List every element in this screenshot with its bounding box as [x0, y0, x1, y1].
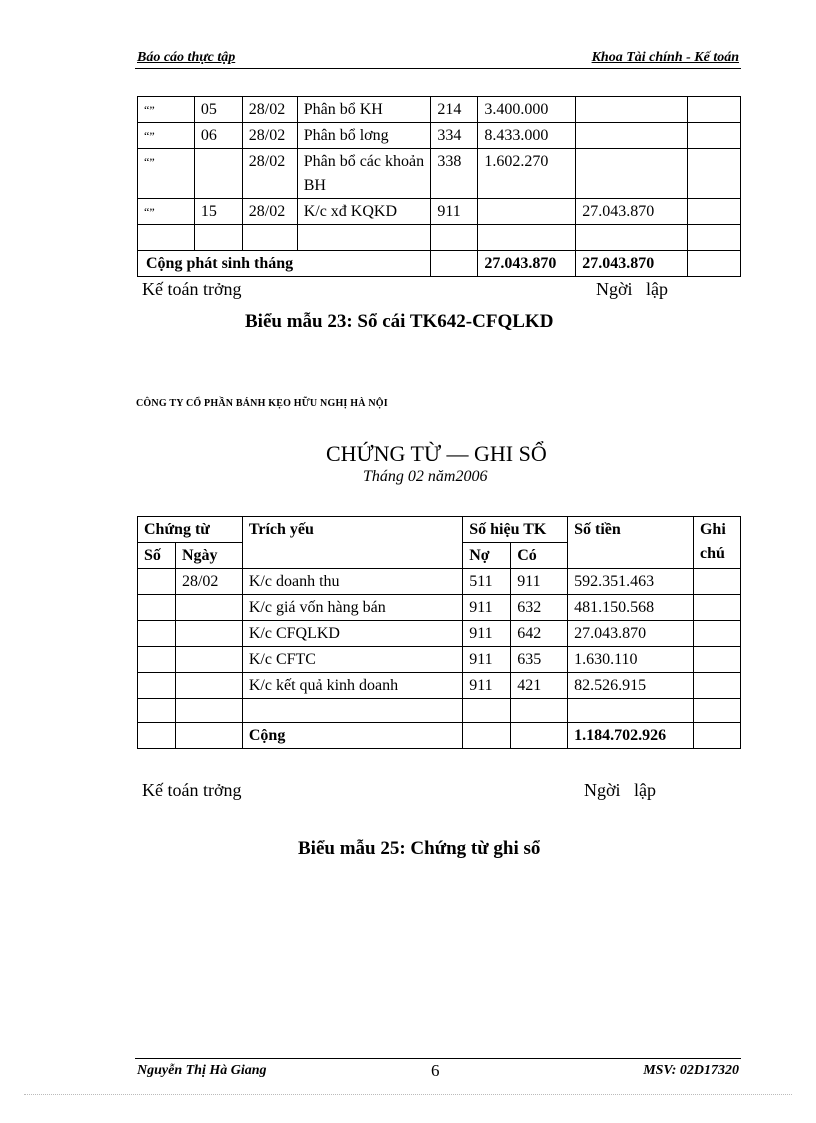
cell — [688, 225, 741, 251]
table-row — [138, 595, 741, 621]
cell — [693, 699, 740, 723]
cell: 911 — [431, 199, 478, 225]
cell: 421 — [511, 673, 568, 699]
table-row — [138, 123, 741, 149]
document-subtitle: Tháng 02 năm2006 — [363, 468, 488, 485]
total-row — [138, 723, 741, 749]
cell: 911 — [463, 595, 511, 621]
cell — [175, 595, 242, 621]
cell: 511 — [463, 569, 511, 595]
cell: 05 — [194, 97, 242, 123]
cell: “” — [138, 149, 195, 199]
header-no: Số — [138, 543, 176, 569]
cell — [478, 225, 576, 251]
cell — [297, 225, 431, 251]
page-header — [135, 48, 741, 69]
cell — [576, 149, 688, 199]
company-name: CÔNG TY CỔ PHẦN BÁNH KẸO HỮU NGHỊ HÀ NỘI — [136, 398, 388, 409]
cell — [693, 647, 740, 673]
table-row — [138, 673, 741, 699]
cell — [431, 251, 478, 277]
cell — [693, 621, 740, 647]
total-label: Cộng — [242, 723, 462, 749]
cell — [138, 225, 195, 251]
caption-form-25: Biểu mẫu 25: Chứng từ ghi sổ — [298, 838, 541, 859]
total-debit: 27.043.870 — [478, 251, 576, 277]
cell — [511, 723, 568, 749]
table-row — [138, 199, 741, 225]
cell: Phân bổ lơng — [297, 123, 431, 149]
cell — [688, 251, 741, 277]
cell: K/c kết quả kinh doanh — [242, 673, 462, 699]
cell — [688, 123, 741, 149]
cell — [138, 621, 176, 647]
cell — [688, 97, 741, 123]
cell: 635 — [511, 647, 568, 673]
cell — [194, 225, 242, 251]
table-row — [138, 647, 741, 673]
header-report-title: Báo cáo thực tập — [137, 50, 236, 65]
total-label: Cộng phát sinh tháng — [138, 251, 431, 277]
total-credit: 27.043.870 — [576, 251, 688, 277]
header-note: Ghi chú — [693, 517, 740, 569]
ledger-table-tk642 — [137, 96, 741, 277]
cell — [138, 647, 176, 673]
header-description: Trích yếu — [242, 517, 462, 569]
cell: Phân bổ KH — [297, 97, 431, 123]
table-row — [138, 621, 741, 647]
document-title: CHỨNG TỪ — GHI SỔ — [326, 441, 547, 466]
cell: 1.602.270 — [478, 149, 576, 199]
cell — [693, 569, 740, 595]
cell — [175, 621, 242, 647]
cell: 911 — [463, 621, 511, 647]
cell: 06 — [194, 123, 242, 149]
cell — [693, 673, 740, 699]
cell — [138, 595, 176, 621]
cell — [576, 123, 688, 149]
cell: “” — [138, 199, 195, 225]
cell: 28/02 — [175, 569, 242, 595]
header-voucher: Chứng từ — [138, 517, 243, 543]
cell — [242, 225, 297, 251]
cell: 28/02 — [242, 199, 297, 225]
cell — [568, 699, 694, 723]
table-row — [138, 149, 741, 199]
table-row — [138, 225, 741, 251]
cell: 911 — [463, 647, 511, 673]
cell — [463, 723, 511, 749]
page-number: 6 — [431, 1061, 440, 1080]
cell: 8.433.000 — [478, 123, 576, 149]
cell: 632 — [511, 595, 568, 621]
cell — [688, 149, 741, 199]
cell — [242, 699, 462, 723]
cell: 481.150.568 — [568, 595, 694, 621]
cell: 28/02 — [242, 97, 297, 123]
cell — [688, 199, 741, 225]
cell — [693, 723, 740, 749]
table-row — [138, 569, 741, 595]
cell — [138, 569, 176, 595]
cell — [576, 97, 688, 123]
cell: 27.043.870 — [568, 621, 694, 647]
header-debit: Nợ — [463, 543, 511, 569]
cell: K/c xđ KQKD — [297, 199, 431, 225]
cell: 592.351.463 — [568, 569, 694, 595]
header-faculty: Khoa Tài chính - Kế toán — [591, 50, 739, 65]
cell: 82.526.915 — [568, 673, 694, 699]
cell: K/c doanh thu — [242, 569, 462, 595]
footer-author: Nguyễn Thị Hà Giang — [137, 1063, 267, 1078]
chief-accountant-label: Kế toán trởng — [142, 279, 242, 299]
cell: K/c giá vốn hàng bán — [242, 595, 462, 621]
table-row — [138, 699, 741, 723]
cell — [138, 723, 176, 749]
header-account: Số hiệu TK — [463, 517, 568, 543]
cell — [693, 595, 740, 621]
cell: 338 — [431, 149, 478, 199]
cell — [175, 723, 242, 749]
chief-accountant-label: Kế toán trởng — [142, 780, 242, 800]
total-row — [138, 251, 741, 277]
cell: “” — [138, 123, 195, 149]
cell: 27.043.870 — [576, 199, 688, 225]
caption-form-23: Biểu mẫu 23: Sổ cái TK642-CFQLKD — [245, 311, 554, 332]
footer-student-id: MSV: 02D17320 — [643, 1063, 739, 1078]
total-amount: 1.184.702.926 — [568, 723, 694, 749]
cell — [194, 149, 242, 199]
cell: Phân bổ các khoản BH — [297, 149, 431, 199]
header-amount: Số tiền — [568, 517, 694, 569]
cell: 911 — [511, 569, 568, 595]
cell: K/c CFTC — [242, 647, 462, 673]
preparer-label: Ngời lập — [584, 780, 657, 800]
cell: 15 — [194, 199, 242, 225]
cell — [576, 225, 688, 251]
cell — [511, 699, 568, 723]
cell — [463, 699, 511, 723]
cell — [431, 225, 478, 251]
cell — [138, 673, 176, 699]
cell: 642 — [511, 621, 568, 647]
cell: 28/02 — [242, 149, 297, 199]
cell — [175, 673, 242, 699]
cell — [175, 699, 242, 723]
cell: 334 — [431, 123, 478, 149]
header-date: Ngày — [175, 543, 242, 569]
cell — [138, 699, 176, 723]
cell: 28/02 — [242, 123, 297, 149]
table-header-row — [138, 517, 741, 543]
page-bottom-divider — [24, 1094, 792, 1095]
cell — [175, 647, 242, 673]
table-row — [138, 97, 741, 123]
cell — [478, 199, 576, 225]
page-footer — [135, 1058, 741, 1083]
cell: 214 — [431, 97, 478, 123]
header-credit: Có — [511, 543, 568, 569]
cell: 911 — [463, 673, 511, 699]
cell: 3.400.000 — [478, 97, 576, 123]
cell: K/c CFQLKD — [242, 621, 462, 647]
preparer-label: Ngời lập — [596, 279, 669, 299]
voucher-table — [137, 516, 741, 749]
cell: 1.630.110 — [568, 647, 694, 673]
cell: “” — [138, 97, 195, 123]
